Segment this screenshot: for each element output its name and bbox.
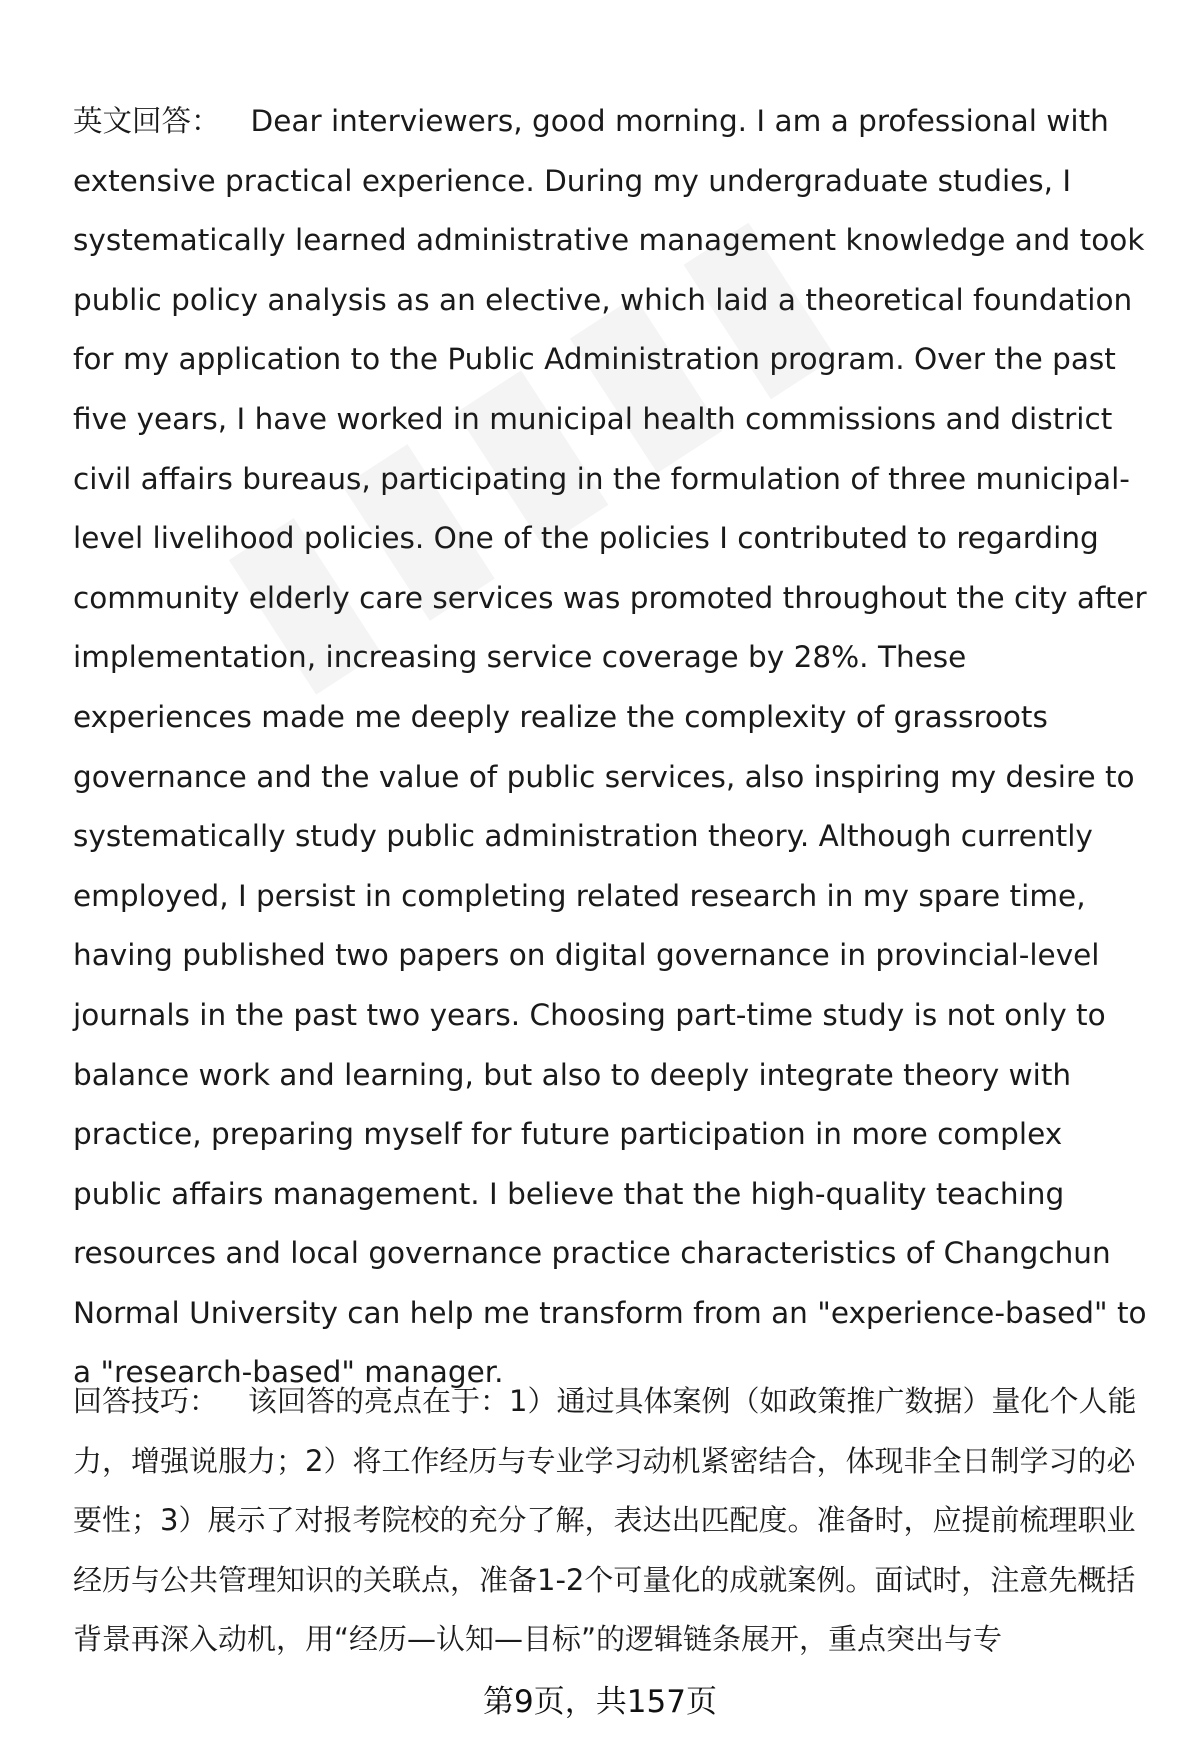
answer-tips-label: 回答技巧： (73, 1384, 219, 1418)
answer-tips-text: 该回答的亮点在于：1）通过具体案例（如政策推广数据）量化个人能力，增强说服力；2）将工作经历与专业学习动机紧密结合，体现非全日制学习的必要性；3）展示了对报考院校的充分了解，表达出匹配度。准备时，应提前梳理职业经历与公共管理知识的关联点，准备1-2个可量化的成就案例。面试时，注意先概括背景再深入动机，用“经历—认知—目标”的逻辑链条展开，重点突出与专 (73, 1384, 1137, 1657)
page-number: 第9页，共157页 (483, 1684, 717, 1720)
english-answer-label: 英文回答： (73, 104, 221, 138)
english-answer-text: Dear interviewers, good morning. I am a professional with extensive practical experience. During my undergraduate studies, I systematically learned administrative management knowledge and took public policy analysis as an elective, which laid a theoretical foundation for my application to the Public Administration program. Over the past five years, I have worked in municipal health commissions and district civil affairs bureaus, participating in the formulation of three municipal-level livelihood policies. One of the policies I contributed to regarding community elderly care services was promoted throughout the city after implementation, increasing service coverage by 28%. These experiences made me deeply realize the complexity of grassroots governance and the value of public services, also inspiring my desire to systematically study public administration theory. Although currently employed, I persist in completing related research in my spare time, having published two papers on digital governance in provincial-level journals in the past two years. Choosing part-time study is not only to balance work and learning, but also to deeply integrate theory with practice, preparing myself for future participation in more complex public affairs management. I believe that the high-quality teaching resources and local governance practice characteristics of Changchun Normal University can help me transform from an "experience-based" to a "research-based" manager. (73, 104, 1147, 1390)
english-answer-section (73, 92, 1153, 1403)
answer-tips-section (73, 1372, 1153, 1670)
